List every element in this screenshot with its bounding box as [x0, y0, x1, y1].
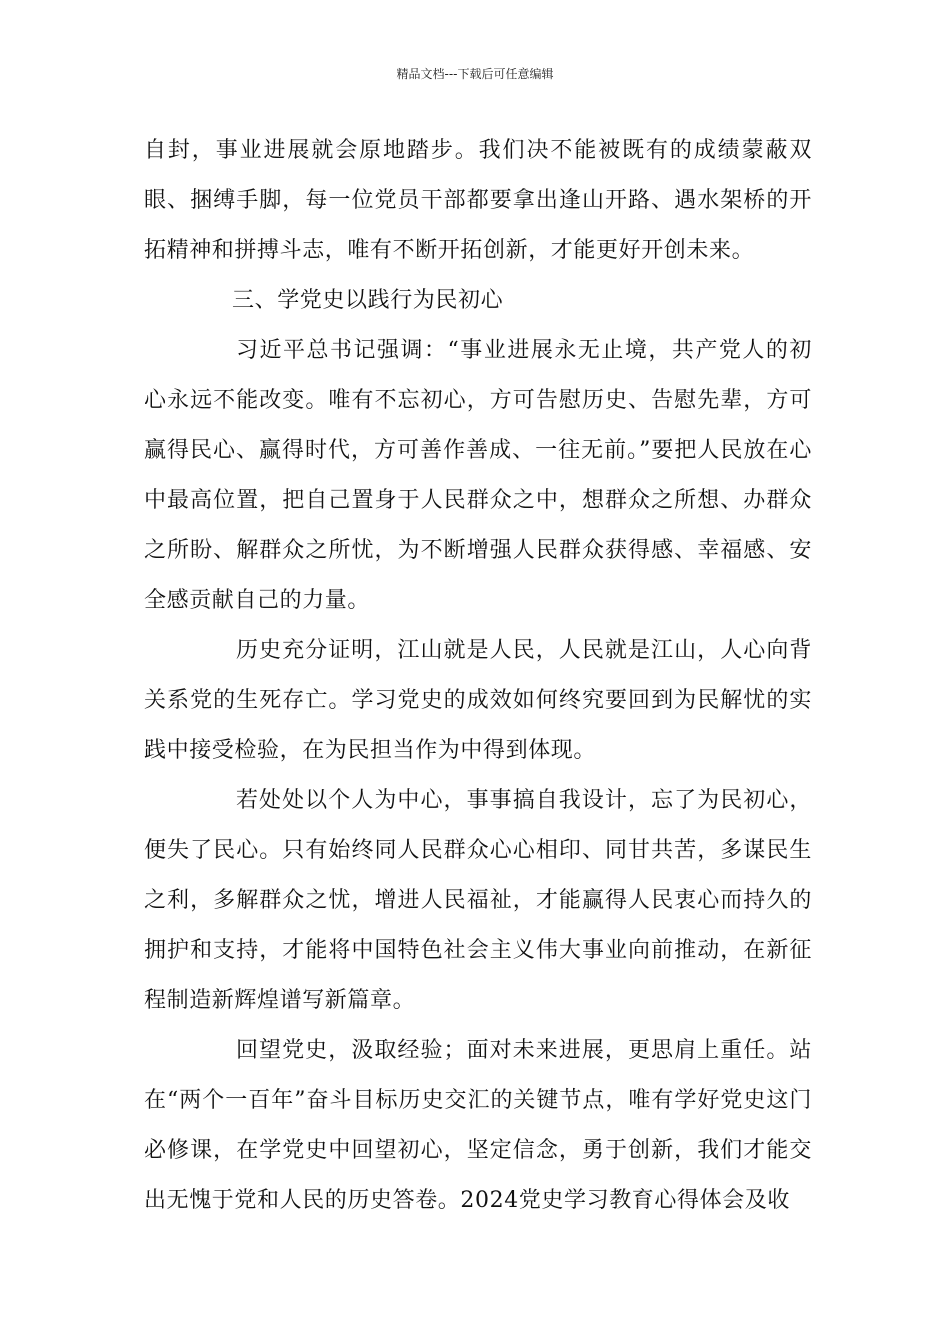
paragraph-history: 历史充分证明，江山就是人民，人民就是江山，人心向背关系党的生死存亡。学习党史的成效如何终究要回到为民解忧的实践中接受检验，在为民担当作为中得到体现。	[144, 638, 812, 763]
paragraph-conclusion: 回望党史，汲取经验；面对未来进展，更思肩上重任。站在“两个一百年”奋斗目标历史交汇的关键节点，唯有学好党史这门必修课，在学党史中回望初心，坚定信念，勇于创新，我们才能交出无愧于党和人民的历史答卷。2024党史学习教育心得体会及收	[144, 1038, 812, 1213]
section-heading: 三、学党史以践行为民初心	[232, 288, 504, 313]
paragraph-quote: 习近平总书记强调：“事业进展永无止境，共产党人的初心永远不能改变。唯有不忘初心，方可告慰历史、告慰先辈，方可赢得民心、赢得时代，方可善作善成、一往无前。”要把人民放在心中最高位置，把自己置身于人民群众之中，想群众之所想、办群众之所盼、解群众之所忧，为不断增强人民群众获得感、幸福感、安全感贡献自己的力量。	[144, 338, 812, 613]
document-body	[144, 126, 812, 1226]
paragraph-continuation: 自封，事业进展就会原地踏步。我们决不能被既有的成绩蒙蔽双眼、捆缚手脚，每一位党员干部都要拿出逢山开路、遇水架桥的开拓精神和拼搏斗志，唯有不断开拓创新，才能更好开创未来。	[144, 138, 812, 263]
page-header: 精品文档---下载后可任意编辑	[396, 67, 554, 81]
paragraph-people: 若处处以个人为中心，事事搞自我设计，忘了为民初心，便失了民心。只有始终同人民群众心心相印、同甘共苦，多谋民生之利，多解群众之忧，增进人民福祉，才能赢得人民衷心而持久的拥护和支持，才能将中国特色社会主义伟大事业向前推动，在新征程制造新辉煌谱写新篇章。	[144, 788, 812, 1013]
